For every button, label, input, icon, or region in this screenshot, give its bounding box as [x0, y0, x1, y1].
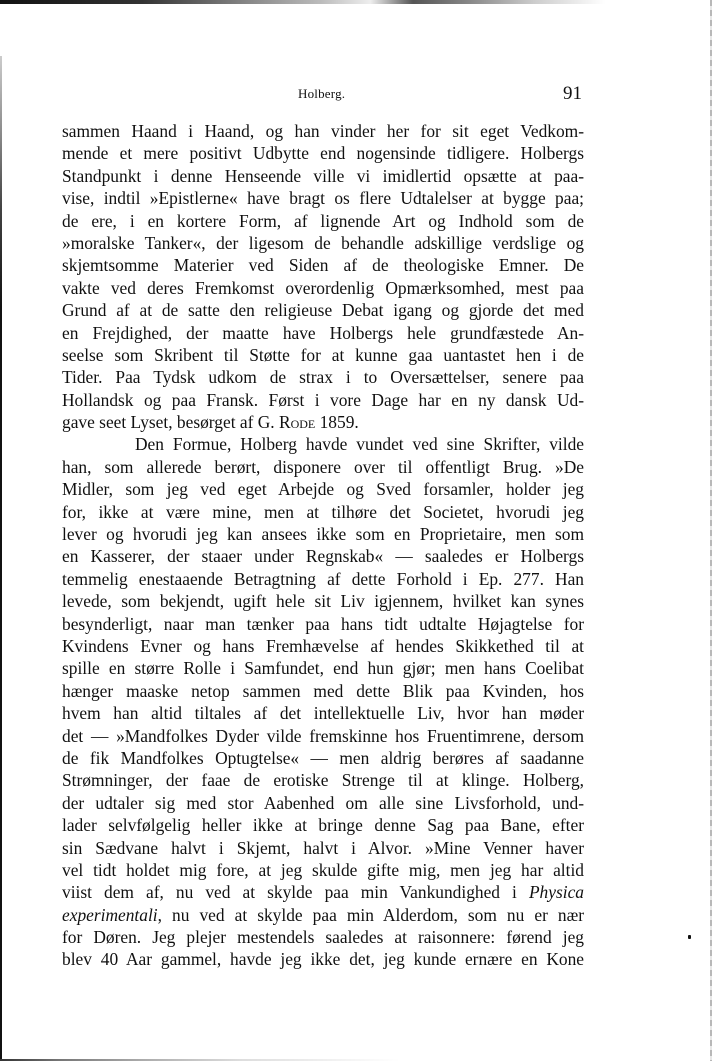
text-line: vise, indtil »Epistlerne« have bragt os flere Udtalelser at bygge paa;	[62, 188, 584, 209]
text-line: blev 40 Aar gammel, havde jeg ikke det, jeg kunde ernære en Kone	[62, 949, 584, 970]
text-line: for Døren. Jeg plejer mestendels saaledes at raisonnere: førend jeg	[62, 927, 584, 948]
text-line: »moralske Tanker«, der ligesom de behandle adskillige verdslige og	[62, 232, 584, 253]
scan-left-edge	[0, 56, 2, 1061]
text-line: hvem han altid tiltales af det intellektuelle Liv, hvor han møder	[62, 703, 584, 724]
text-fragment: 1859.	[315, 412, 359, 433]
text-line: de ere, i en kortere Form, af lignende Art og Indhold som de	[62, 210, 584, 231]
text-fragment: , nu ved at skylde paa min Alderdom, som nu er nær	[157, 904, 584, 925]
scan-top-edge	[0, 0, 712, 4]
text-line: Tider. Paa Tydsk udkom de strax i to Oversættelser, senere paa	[62, 367, 584, 388]
text-line: Hollandsk og paa Fransk. Først i vore Dage har en ny dansk Ud-	[62, 389, 584, 410]
text-line: seelse som Skribent til Støtte for at kunne gaa uantastet hen i de	[62, 344, 584, 365]
text-line: vel tidt holdet mig fore, at jeg skulde gifte mig, men jeg har altid	[62, 859, 584, 880]
text-line: vakte ved deres Fremkomst overordenlig Opmærksomhed, mest paa	[62, 277, 584, 298]
text-line: sammen Haand i Haand, og han vinder her for sit eget Vedkom-	[62, 121, 584, 141]
text-line: Standpunkt i denne Henseende ville vi imidlertid opsætte at paa-	[62, 165, 584, 186]
text-line: mende et mere positivt Udbytte end nogensinde tidligere. Holbergs	[62, 143, 584, 164]
text-fragment: gave seet Lyset, besørget af G.	[62, 412, 279, 433]
text-line: en Frejdighed, der maatte have Holbergs hele grundfæstede An-	[62, 322, 584, 343]
text-line: Strømninger, der faae de erotiske Strenge til at klinge. Holberg,	[62, 770, 584, 791]
paragraph-1	[62, 120, 584, 433]
text-line: de fik Mandfolkes Optugtelse« — men aldrig berøres af saadanne	[62, 747, 584, 768]
text-line	[62, 904, 584, 926]
latin-term-italic: Physica	[528, 882, 584, 903]
body-text	[62, 120, 584, 971]
text-line	[62, 411, 584, 433]
text-line: det — »Mandfolkes Dyder vilde fremskinne hos Fruentimrene, dersom	[62, 725, 584, 746]
text-line: sin Sædvane halvt i Skjemt, halvt i Alvor. »Mine Venner haver	[62, 837, 584, 858]
text-line: levede, som bekjendt, ugift hele sit Liv igjennem, hvilket kan synes	[62, 591, 584, 612]
running-head	[0, 83, 712, 110]
running-title: Holberg.	[298, 86, 346, 101]
text-line: lever og hvorudi jeg kan ansees ikke som en Proprietaire, men som	[62, 524, 584, 545]
text-line: for, ikke at være mine, men at tilhøre det Societet, hvorudi jeg	[62, 501, 584, 522]
text-fragment: viist dem af, nu ved at skylde paa min Vankundighed i	[62, 882, 529, 903]
scan-speck	[688, 935, 691, 939]
text-line: hænger maaske netop sammen med dette Blik paa Kvinden, hos	[62, 680, 584, 701]
text-line: spille en større Rolle i Samfundet, end hun gjør; men hans Coelibat	[62, 658, 584, 679]
text-line: lader selvfølgelig heller ikke at bringe denne Sag paa Bane, efter	[62, 815, 584, 836]
text-line: han, som allerede berørt, disponere over til offentligt Brug. »De	[62, 456, 584, 477]
text-line: Kvindens Evner og hans Fremhævelse af hendes Skikkethed til at	[62, 635, 584, 656]
text-line: besynderligt, naar man tænker paa hans tidt udtalte Højagtelse for	[62, 613, 584, 634]
text-line: temmelig enestaaende Betragtning af dette Forhold i Ep. 277. Han	[62, 568, 584, 589]
page-number: 91	[563, 83, 582, 104]
text-line: Midler, som jeg ved eget Arbejde og Sved forsamler, holder jeg	[62, 479, 584, 500]
text-line: Den Formue, Holberg havde vundet ved sine Skrifter, vilde	[135, 434, 584, 455]
text-line	[62, 881, 584, 903]
text-line: skjemtsomme Materier ved Siden af de theologiske Emner. De	[62, 255, 584, 276]
author-name-smallcaps: Rode	[279, 412, 316, 433]
text-line: Grund af at de satte den religieuse Debat igang og gjorde det med	[62, 300, 584, 321]
latin-term-italic: experimentali	[62, 904, 158, 925]
paragraph-2	[62, 433, 584, 970]
text-line: en Kasserer, der staaer under Regnskab« — saaledes er Holbergs	[62, 546, 584, 567]
text-line: der udtaler sig med stor Aabenhed om alle sine Livsforhold, und-	[62, 792, 584, 813]
